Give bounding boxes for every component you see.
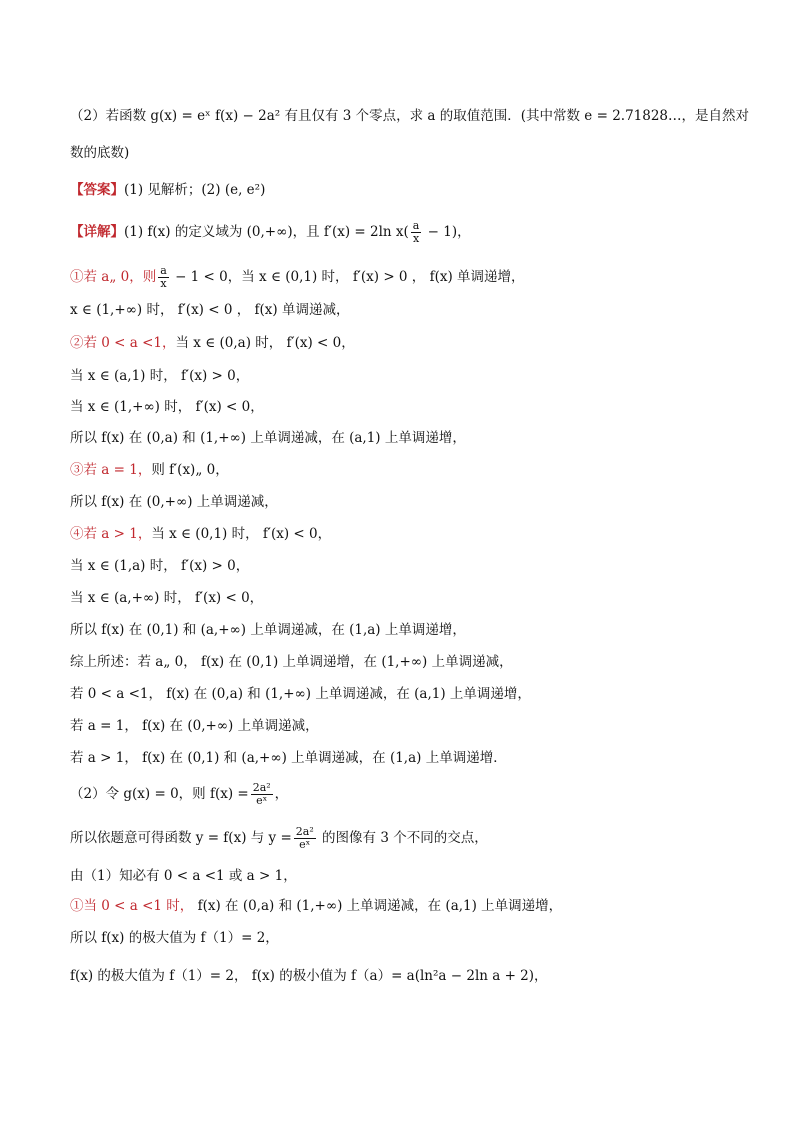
part2-line-1 [70, 782, 730, 807]
case4-text: 当 x ∈ (0,1) 时， f′(x) < 0， [151, 526, 332, 542]
fraction-denominator: x [412, 232, 420, 245]
case1-text-2: x ∈ (1,+∞) 时， f′(x) < 0 ， f(x) 单调递减， [70, 302, 350, 318]
detail-label: 【详解】 [70, 224, 124, 240]
problem-text-cont: 数的底数) [70, 145, 130, 161]
part2-text-2-tail: 的图像有 3 个不同的交点， [317, 830, 488, 846]
part2-line-3 [70, 866, 730, 886]
case3-line-1 [70, 460, 730, 480]
fraction-a-over-x [411, 220, 422, 245]
case4-line-4 [70, 620, 730, 640]
case4-line-2 [70, 556, 730, 576]
fraction-numerator: 2a² [252, 781, 271, 794]
case2-text-2: 当 x ∈ (a,1) 时， f′(x) > 0， [70, 368, 250, 384]
summary-text-2: 若 0 < a <1， f(x) 在 (0,a) 和 (1,+∞) 上单调递减，在 (a,1) 上单调递增， [70, 686, 531, 702]
case4-text-2: 当 x ∈ (1,a) 时， f′(x) > 0， [70, 558, 250, 574]
fraction-denominator: eˣ [299, 838, 311, 851]
case4-line-3 [70, 588, 730, 608]
part2-text-tail: ， [274, 786, 289, 802]
detail-intro-tail: − 1)， [423, 224, 471, 240]
case2-line-4 [70, 428, 730, 448]
case3-text: 则 f′(x)„ 0， [151, 462, 229, 478]
answer-line [70, 180, 730, 200]
problem-text: （2）若函数 g(x) = eˣ f(x) − 2a² 有且仅有 3 个零点，求 a 的取值范围．(其中常数 e = 2.71828…，是自然对 [70, 108, 750, 124]
case2-text-3: 当 x ∈ (1,+∞) 时， f′(x) < 0， [70, 399, 264, 415]
detail-intro-line [70, 220, 730, 245]
part2-text-6: f(x) 的极大值为 f（1）= 2， f(x) 的极小值为 f（a）= a(ln²a − 2ln a + 2)， [70, 968, 548, 984]
summary-line-4 [70, 748, 730, 768]
case4-line-1 [70, 524, 730, 544]
case2-text: 当 x ∈ (0,a) 时， f′(x) < 0， [175, 335, 355, 351]
part2-line-4 [70, 896, 730, 916]
detail-intro-text: (1) f(x) 的定义域为 (0,+∞)，且 f′(x) = 2ln x( [124, 224, 409, 240]
case1-line-2 [70, 300, 730, 320]
answer-text: (1) 见解析；(2) (e, e²) [124, 182, 266, 198]
fraction-denominator: eˣ [256, 794, 268, 807]
case2-line-2 [70, 366, 730, 386]
part2-text-3: 由（1）知必有 0 < a <1 或 a > 1， [70, 868, 297, 884]
part2-line-5 [70, 928, 730, 948]
fraction-numerator: a [412, 219, 420, 232]
part2-case1-text: f(x) 在 (0,a) 和 (1,+∞) 上单调递减，在 (a,1) 上单调递增， [193, 898, 563, 914]
case3-line-2 [70, 492, 730, 512]
part2-line-2 [70, 826, 730, 851]
fraction-2a2-over-ex [294, 826, 316, 851]
case2-label: ②若 0 < a <1， [70, 335, 176, 351]
summary-text-1: 综上所述：若 a„ 0， f(x) 在 (0,1) 上单调递增，在 (1,+∞) 上单调递减， [70, 654, 513, 670]
case1-label: ①若 a„ 0，则 [70, 269, 157, 285]
fraction-denominator: x [160, 277, 167, 290]
fraction-a-over-x [158, 265, 169, 290]
case1-line-1 [70, 265, 730, 290]
case4-text-4: 所以 f(x) 在 (0,1) 和 (a,+∞) 上单调递减，在 (1,a) 上单调递增， [70, 622, 466, 638]
part2-line-6 [70, 966, 730, 986]
part2-case1-label: ①当 0 < a <1 时， [70, 898, 194, 914]
part2-text-5: 所以 f(x) 的极大值为 f（1）= 2， [70, 930, 279, 946]
case3-label: ③若 a = 1， [70, 462, 152, 478]
summary-line-3 [70, 716, 730, 736]
summary-line-2 [70, 684, 730, 704]
fraction-2a2-over-ex [251, 782, 273, 807]
case2-line-1 [70, 333, 730, 353]
summary-text-3: 若 a = 1， f(x) 在 (0,+∞) 上单调递减， [70, 718, 319, 734]
part2-text: （2）令 g(x) = 0，则 f(x) = [70, 786, 249, 802]
summary-line-1 [70, 652, 730, 672]
case4-label: ④若 a > 1， [70, 526, 152, 542]
answer-label: 【答案】 [70, 182, 124, 198]
case4-text-3: 当 x ∈ (a,+∞) 时， f′(x) < 0， [70, 590, 264, 606]
fraction-numerator: a [160, 264, 167, 277]
problem-line-1 [70, 106, 750, 126]
case2-text-4: 所以 f(x) 在 (0,a) 和 (1,+∞) 上单调递减，在 (a,1) 上单调递增， [70, 430, 466, 446]
summary-text-4: 若 a > 1， f(x) 在 (0,1) 和 (a,+∞) 上单调递减，在 (1,a) 上单调递增． [70, 750, 507, 766]
case2-line-3 [70, 397, 730, 417]
fraction-numerator: 2a² [295, 825, 314, 838]
case3-text-2: 所以 f(x) 在 (0,+∞) 上单调递减， [70, 494, 278, 510]
problem-line-2 [70, 143, 730, 163]
part2-text-2: 所以依题意可得函数 y = f(x) 与 y = [70, 830, 292, 846]
case1-text: − 1 < 0，当 x ∈ (0,1) 时， f′(x) > 0 ， f(x) 单调递增， [170, 269, 525, 285]
